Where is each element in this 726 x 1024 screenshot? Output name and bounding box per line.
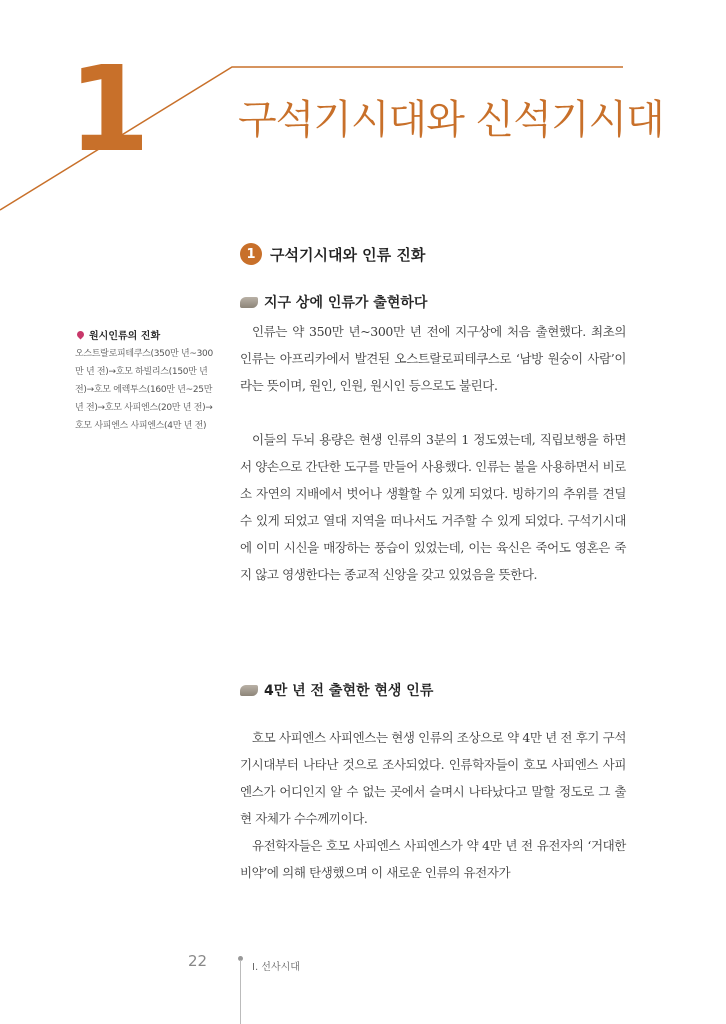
body-paragraph: 유전학자들은 호모 사피엔스 사피엔스가 약 4만 년 전 유전자의 ‘거대한 비약’에 의해 탄생했으며 이 새로운 인류의 유전자가 xyxy=(240,838,626,880)
chapter-title: 구석기시대와 신석기시대 xyxy=(238,97,664,143)
body-paragraph: 이들의 두뇌 용량은 현생 인류의 3분의 1 정도였는데, 직립보행을 하면서 양손으로 간단한 도구를 만들어 사용했다. 인류는 불을 사용하면서 비로소 자연의 지배에서 벗어나 생활할 수 있게 되었다. 빙하기의 추위를 견딜 수 있게 되었고 열대 지역을 떠나서도 거주할 수 있게 되었다. 구석기시대에 이미 시신을 매장하는 풍습이 있었는데, 이는 육신은 죽어도 영혼은 죽지 않고 영생한다는 종교적 신앙을 갖고 있었음을 뜻한다. xyxy=(240,432,626,582)
subsection-heading-1 xyxy=(240,292,427,312)
body-paragraph: 인류는 약 350만 년~300만 년 전에 지구상에 처음 출현했다. 최초의 인류는 아프리카에서 발견된 오스트랄로피테쿠스로 ‘남방 원숭이 사람’이라는 뜻이며, 원인, 인원, 원시인 등으로도 불린다. xyxy=(240,324,626,393)
leaf-bullet-icon xyxy=(240,685,258,696)
page-number: 22 xyxy=(188,952,208,970)
sidebar-note xyxy=(75,327,215,435)
sidebar-body: 오스트랄로피테쿠스(350만 년~300만 년 전)→호모 하빌리스(150만 년 전)→호모 에렉투스(160만 년~25만 년 전)→호모 사피엔스(20만 년 전)→호모 사피엔스 사피엔스(4만 년 전) xyxy=(75,349,213,431)
footer-chapter-label: I. 선사시대 xyxy=(252,962,300,973)
section-heading xyxy=(240,243,425,265)
body-paragraph: 호모 사피엔스 사피엔스는 현생 인류의 조상으로 약 4만 년 전 후기 구석기시대부터 나타난 것으로 조사되었다. 인류학자들이 호모 사피엔스 사피엔스가 어디인지 알 수 없는 곳에서 슬며시 나타났다고 말할 정도로 그 출현 자체가 수수께끼이다. xyxy=(240,730,626,826)
subsection-title-1: 지구 상에 인류가 출현하다 xyxy=(264,295,428,311)
chapter-number: 1 xyxy=(68,40,151,178)
section-title: 구석기시대와 인류 진화 xyxy=(270,245,426,264)
subsection-heading-2 xyxy=(240,680,433,700)
leaf-bullet-icon xyxy=(240,297,258,308)
sidebar-title xyxy=(75,327,215,342)
pin-icon xyxy=(76,330,86,340)
subsection-title-2: 4만 년 전 출현한 현생 인류 xyxy=(264,683,434,699)
sidebar-title-text: 원시인류의 진화 xyxy=(89,331,161,342)
footer-rule xyxy=(240,960,241,1024)
section-number-badge: 1 xyxy=(240,243,262,265)
